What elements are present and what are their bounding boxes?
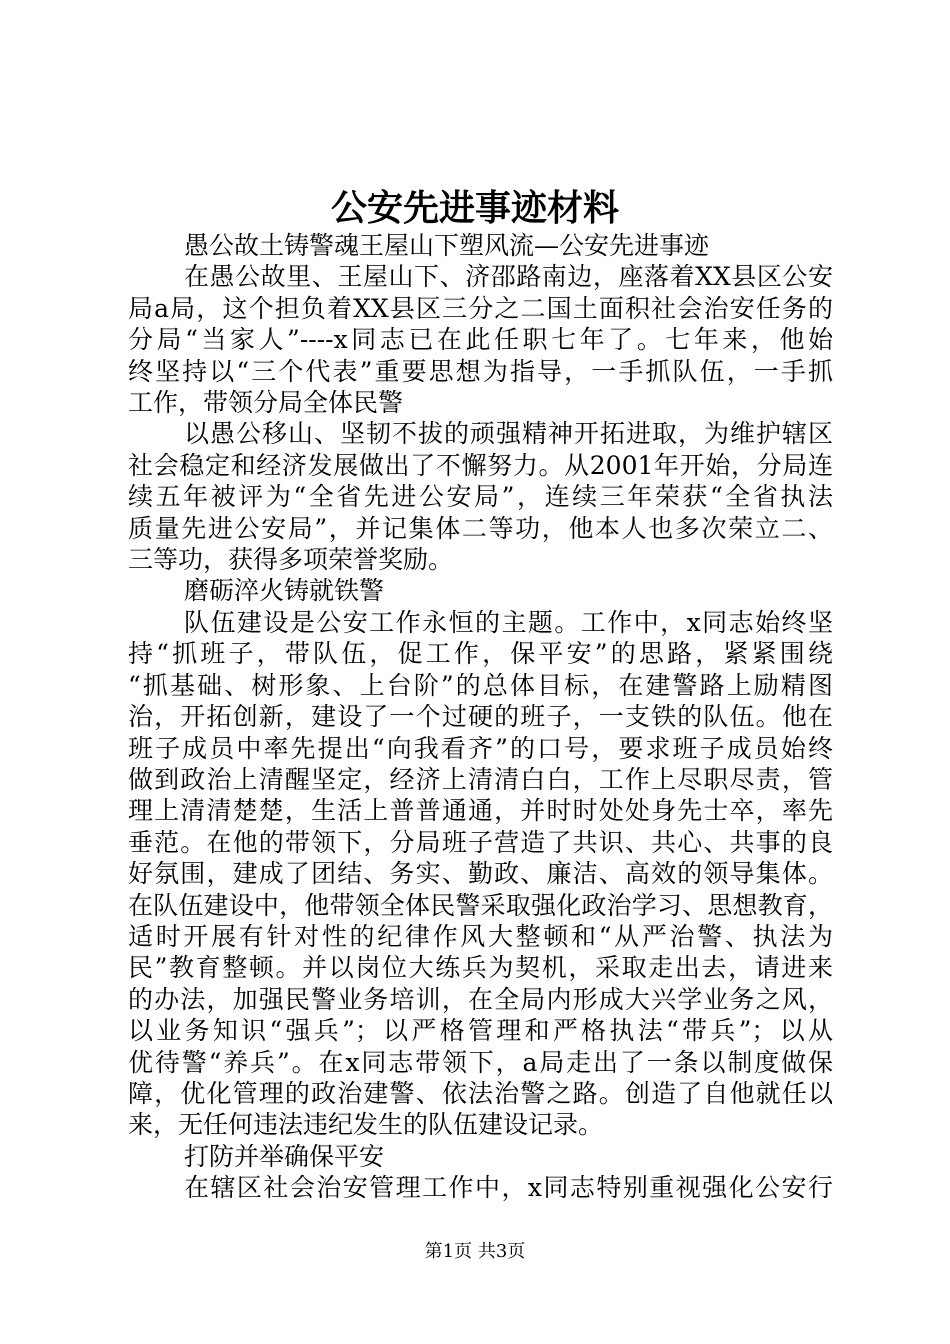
body-text-line: 班子成员中率先提出“向我看齐”的口号，要求班子成员始终 <box>128 733 833 763</box>
body-text-line: 垂范。在他的带领下，分局班子营造了共识、共心、共事的良 <box>128 827 833 857</box>
body-text-line: 理上清清楚楚，生活上普普通通，并时时处处身先士卒，率先 <box>128 796 833 826</box>
body-text-line: 队伍建设是公安工作永恒的主题。工作中，x同志始终坚 <box>184 607 833 637</box>
body-text-line: 质量先进公安局”，并记集体二等功，他本人也多次荣立二、 <box>128 513 833 543</box>
page-footer: 第1页 共3页 <box>424 1241 526 1262</box>
body-text-line: 三等功，获得多项荣誉奖励。 <box>128 545 454 575</box>
body-text-line: 的办法，加强民警业务培训，在全局内形成大兴学业务之风， <box>128 984 833 1014</box>
body-text-line: 社会稳定和经济发展做出了不懈努力。从2001年开始，分局连 <box>128 450 833 480</box>
body-text-line: 来，无任何违法违纪发生的队伍建设记录。 <box>128 1110 604 1140</box>
body-text-line: 续五年被评为“全省先进公安局”，连续三年荣获“全省执法 <box>128 482 833 512</box>
body-text-line: 在队伍建设中，他带领全体民警采取强化政治学习、思想教育， <box>128 890 833 920</box>
body-text-line: 做到政治上清醒坚定，经济上清清白白，工作上尽职尽责，管 <box>128 764 833 794</box>
body-text-line: 在愚公故里、王屋山下、济邵路南边，座落着XX县区公安 <box>184 262 833 292</box>
body-text-line: 打防并举确保平安 <box>184 1141 385 1171</box>
body-text-line: 在辖区社会治安管理工作中，x同志特别重视强化公安行 <box>184 1173 833 1203</box>
body-text-line: 工作，带领分局全体民警 <box>128 388 404 418</box>
document-title: 公安先进事迹材料 <box>330 187 619 229</box>
body-text-line: 障，优化管理的政治建警、依法治警之路。创造了自他就任以 <box>128 1078 833 1108</box>
body-text-line: 愚公故土铸警魂王屋山下塑风流—公安先进事迹 <box>184 231 710 260</box>
body-text-line: “抓基础、树形象、上台阶”的总体目标，在建警路上励精图 <box>128 670 833 700</box>
body-text-line: 终坚持以“三个代表”重要思想为指导，一手抓队伍，一手抓 <box>128 356 833 386</box>
body-text-line: 好氛围，建成了团结、务实、勤政、廉洁、高效的领导集体。 <box>128 859 833 889</box>
body-text-line: 治，开拓创新，建设了一个过硬的班子，一支铁的队伍。他在 <box>128 702 833 732</box>
body-text-line: 持“抓班子，带队伍，促工作，保平安”的思路，紧紧围绕 <box>128 639 833 669</box>
body-text-line: 以愚公移山、坚韧不拔的顽强精神开拓进取，为维护辖区 <box>184 419 833 449</box>
body-text-line: 民”教育整顿。并以岗位大练兵为契机，采取走出去，请进来 <box>128 953 833 983</box>
body-text-line: 以业务知识“强兵”；以严格管理和严格执法“带兵”；以从 <box>128 1016 833 1046</box>
body-text-line: 分局“当家人”----x同志已在此任职七年了。七年来，他始 <box>128 325 833 355</box>
body-text-line: 优待警“养兵”。在x同志带领下，a局走出了一条以制度做保 <box>128 1047 833 1077</box>
body-text-line: 局a局，这个担负着XX县区三分之二国土面积社会治安任务的 <box>128 293 833 323</box>
document-body <box>128 230 833 1204</box>
body-text-line: 磨砺淬火铸就铁警 <box>184 576 385 606</box>
body-text-line: 适时开展有针对性的纪律作风大整顿和“从严治警、执法为 <box>128 921 833 951</box>
